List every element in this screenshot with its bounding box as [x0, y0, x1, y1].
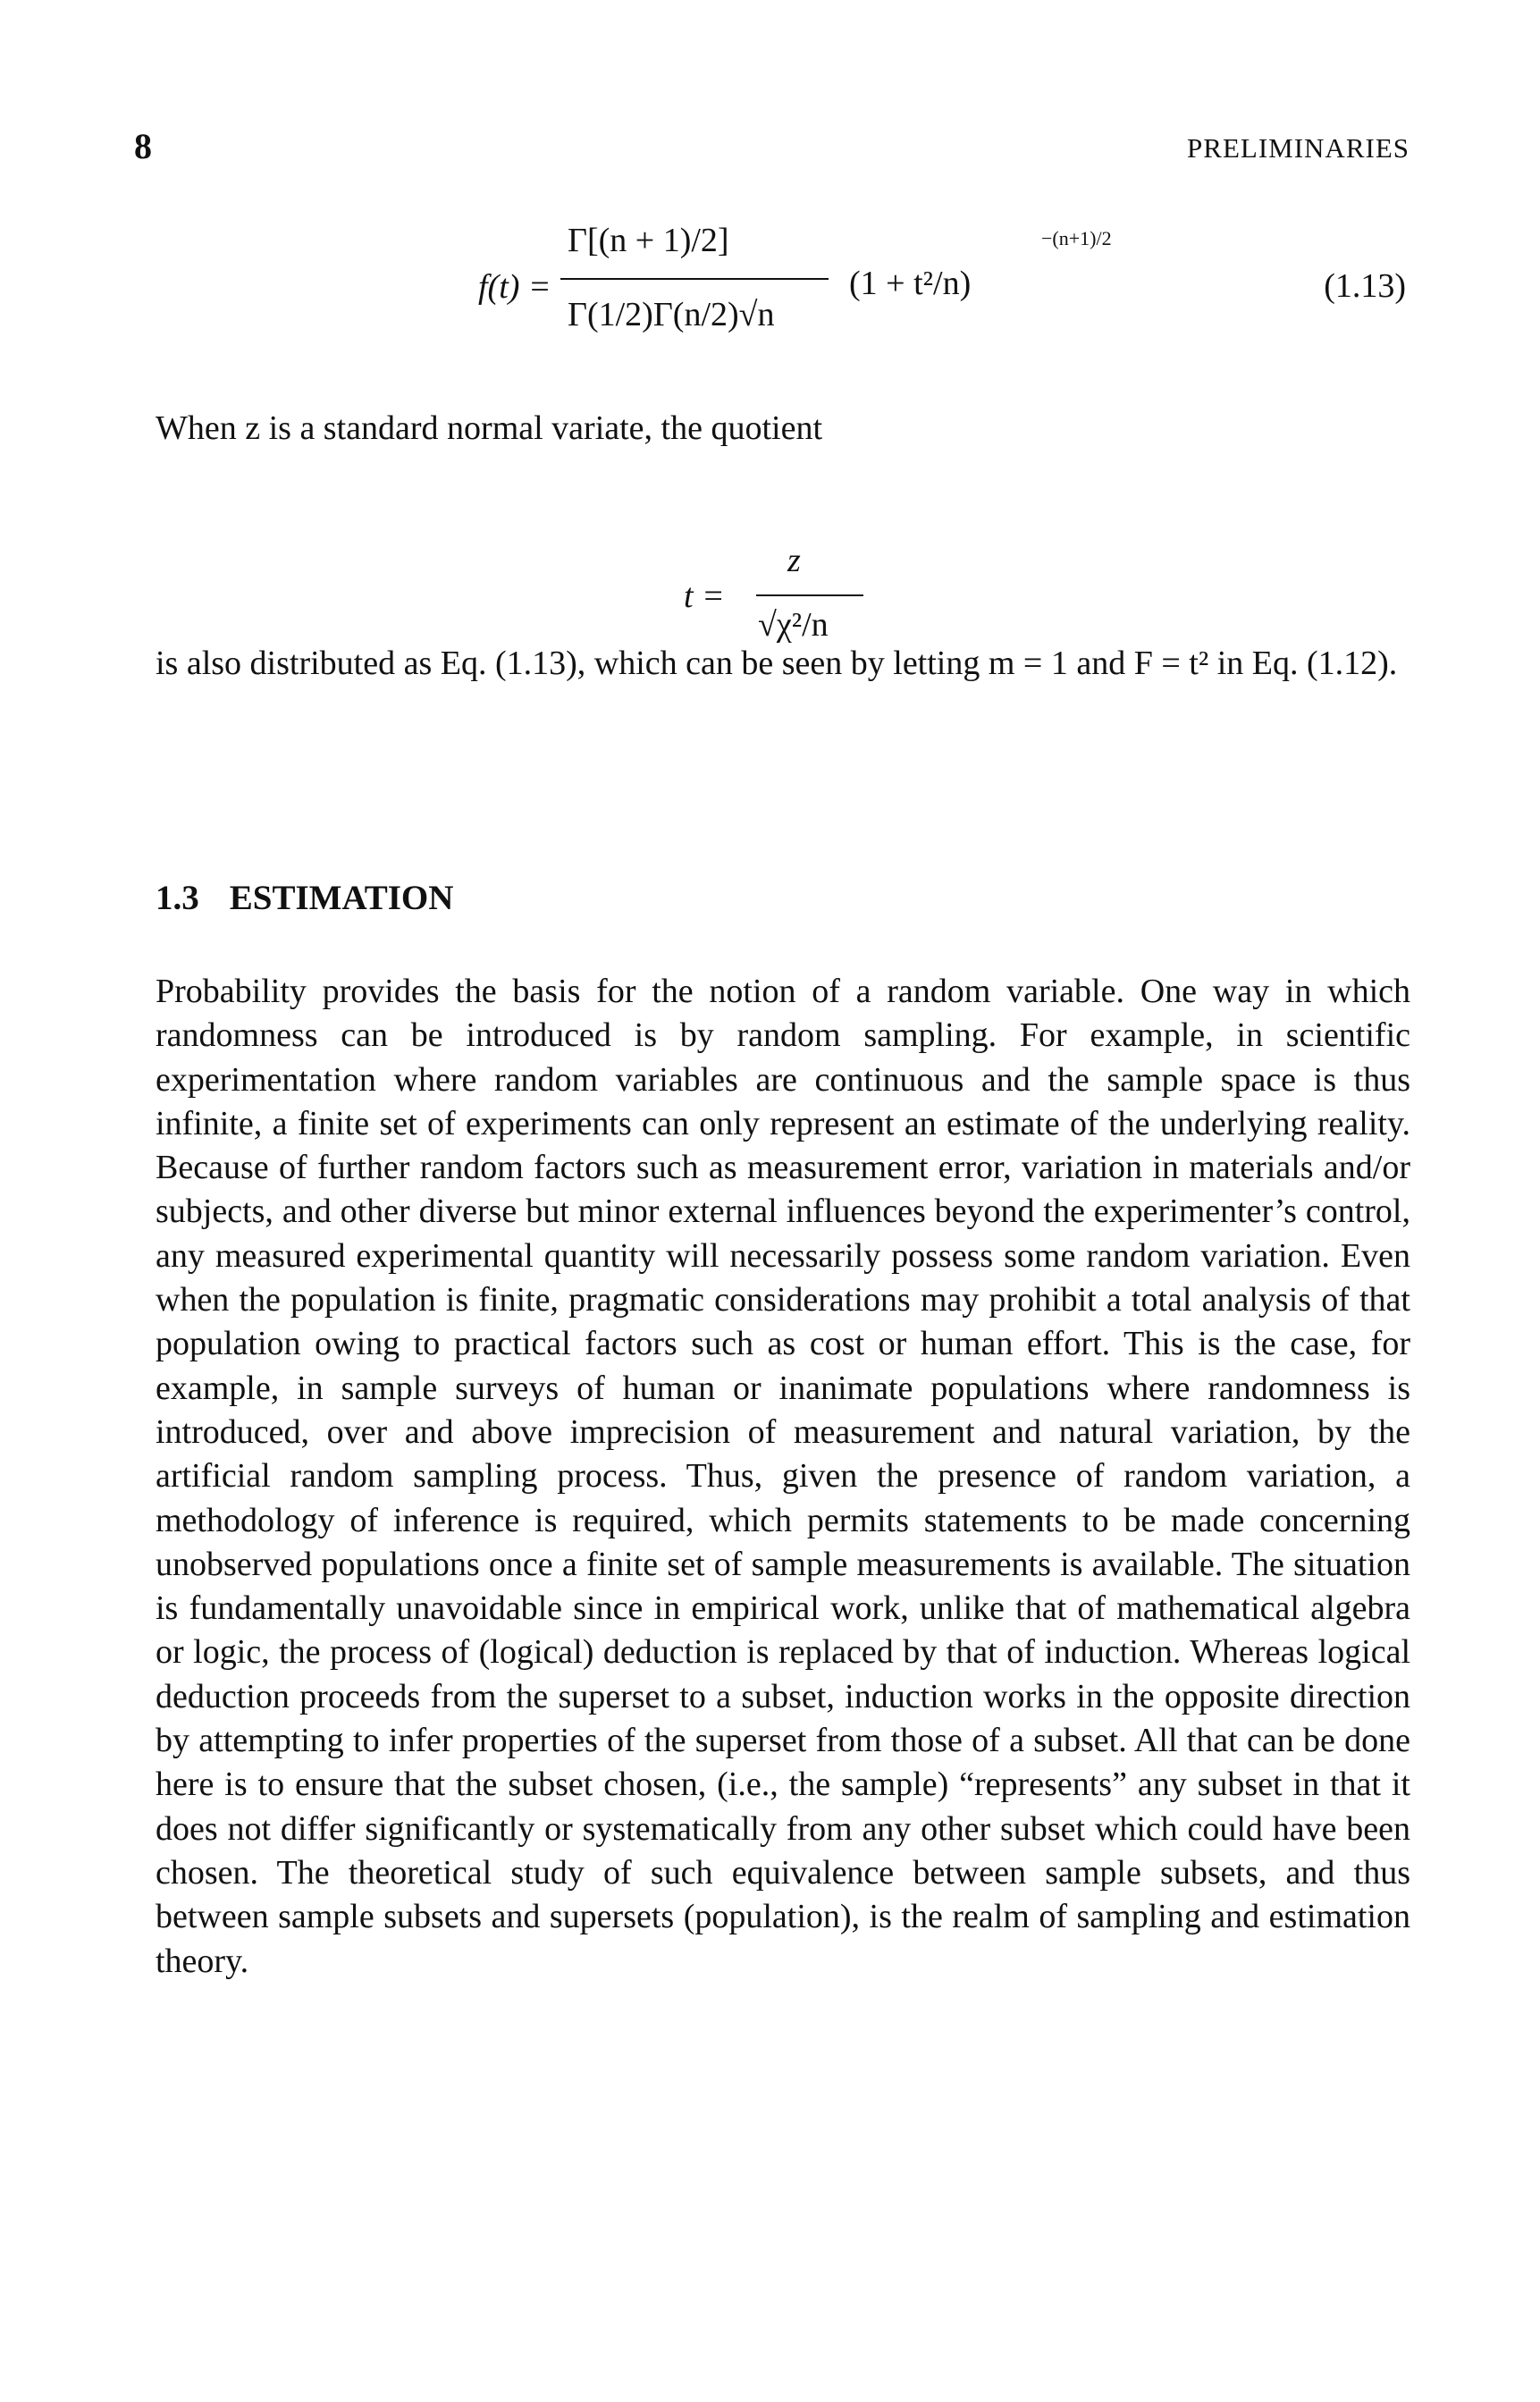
equation-lhs: f(t) =	[478, 268, 551, 306]
intro-text: When z is a standard normal variate, the quotient	[156, 409, 823, 447]
equation-denominator: Γ(1/2)Γ(n/2)√n	[568, 296, 775, 333]
page-number: 8	[134, 126, 152, 166]
equation-fraction-bar	[560, 278, 829, 280]
equation-exponent: −(n+1)/2	[1041, 227, 1112, 249]
equation-number: (1.13)	[1324, 267, 1406, 305]
section-heading	[156, 881, 453, 915]
running-head: PRELIMINARIES	[1187, 132, 1410, 164]
after-equation-text: is also distributed as Eq. (1.13), which can be seen by letting m = 1 and F = t² in Eq. (1.12).	[156, 645, 1398, 682]
equation-numerator: Γ[(n + 1)/2]	[568, 222, 729, 259]
body-paragraph: Probability provides the basis for the notion of a random variable. One way in which randomness can be introduced is by random sampling. For example, in scientific experimentation where random variables are continuous and the sample space is thus infinite, a finite set of experiments can only represent an estimate of the underlying reality. Because of further random factors such as measurement error, variation in materials and/or subjects, and other diverse but minor external influences beyond the experimenter’s control, any measured experimental quantity will necessarily possess some random variation. Even when the population is finite, pragmatic considerations may prohibit a total analysis of that population owing to practical factors such as cost or human effort. This is the case, for example, in sample surveys of human or inanimate populations where randomness is introduced, over and above imprecision of measurement and natural variation, by the artificial random sampling process. Thus, given the presence of random variation, a methodology of inference is required, which permits statements to be made concerning unobserved populations once a finite set of sample measurements is available. The situation is fundamentally unavoidable since in empirical work, unlike that of mathematical algebra or logic, the process of (logical) deduction is replaced by that of induction. Whereas logical deduction proceeds from the superset to a subset, induction works in the opposite direction by attempting to infer properties of the superset from those of a subset. All that can be done here is to ensure that the subset chosen, (i.e., the sample) “represents” any subset in that it does not differ significantly or systematically from any other subset which could have been chosen. The theoretical study of such equivalence between sample subsets, and thus between sample subsets and supersets (population), is the realm of sampling and estimation theory.	[156, 973, 1410, 1980]
equation-factor: (1 + t²/n)	[849, 265, 972, 302]
equation-t-numerator: z	[787, 542, 801, 579]
section-title: ESTIMATION	[229, 879, 454, 917]
equation-1-13	[0, 204, 1540, 383]
equation-t-denominator: √χ²/n	[758, 606, 829, 644]
equation-t-lhs: t =	[684, 577, 725, 615]
equation-t-fraction-bar	[756, 594, 863, 596]
section-number: 1.3	[156, 879, 199, 917]
